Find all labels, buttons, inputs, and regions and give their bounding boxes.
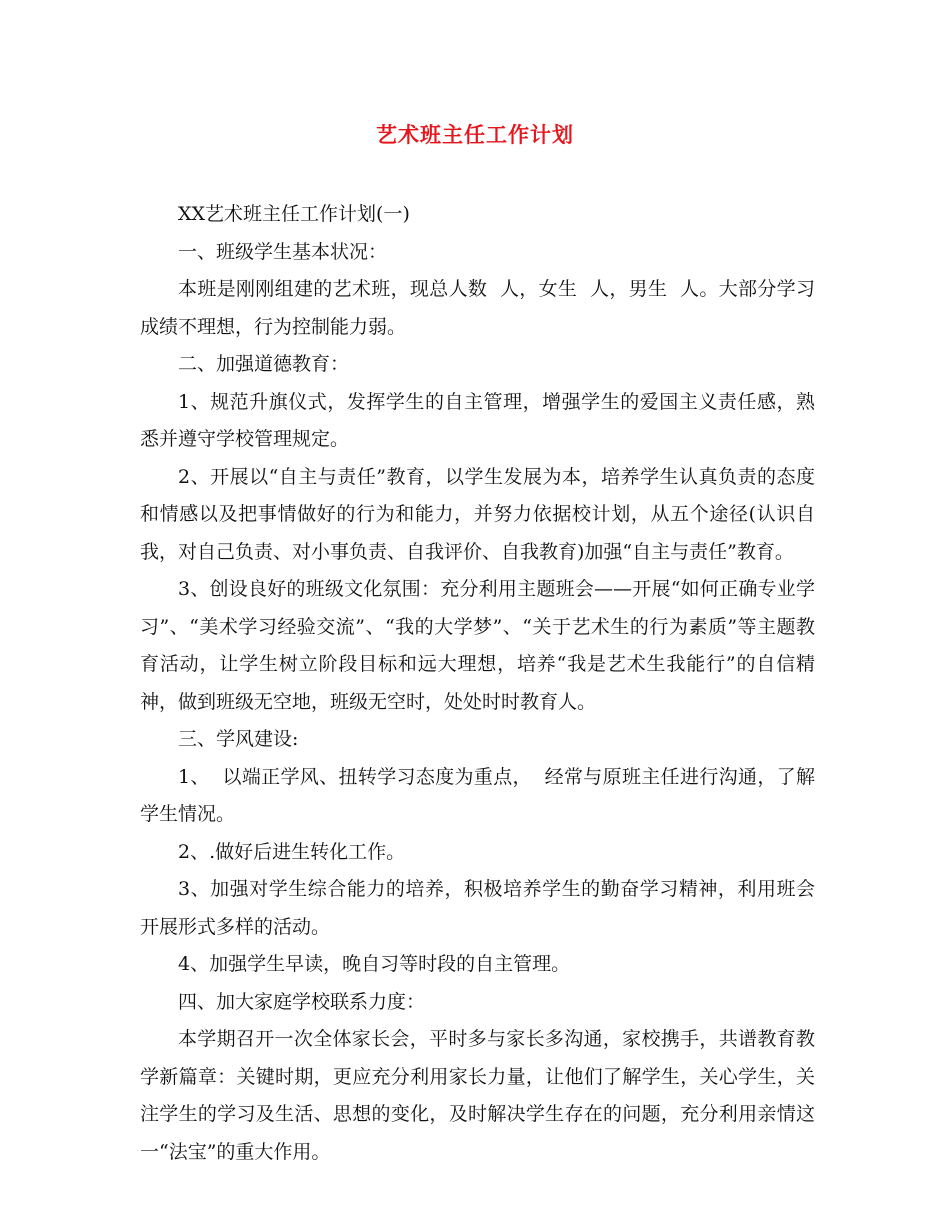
paragraph: 1、 以端正学风、扭转学习态度为重点， 经常与原班主任进行沟通，了解学生情况。 <box>140 765 815 825</box>
section-heading-3: 三、学风建设: <box>178 728 299 750</box>
document-title: 艺术班主任工作计划 <box>376 122 574 147</box>
paragraph: 4、加强学生早读，晚自习等时段的自主管理。 <box>178 953 571 975</box>
document-body <box>140 196 815 1171</box>
section-heading-1: 一、班级学生基本状况： <box>178 240 388 263</box>
paragraph: 2、.做好后进生转化工作。 <box>178 840 406 863</box>
paragraph: 本班是刚刚组建的艺术班，现总人数 人，女生 人，男生 人。大部分学习成绩不理想，行为控制能力弱。 <box>140 278 815 338</box>
paragraph: 本学期召开一次全体家长会，平时多与家长多沟通，家校携手，共谱教育教学新篇章：关键时期，更应充分利用家长力量，让他们了解学生，关心学生，关注学生的学习及生活、思想的变化，及时解决学生存在的问题，充分利用亲情这一“法宝”的重大作用。 <box>140 1028 815 1163</box>
paragraph: 3、创设良好的班级文化氛围：充分利用主题班会——开展“如何正确专业学习”、“美术学习经验交流”、“我的大学梦”、“关于艺术生的行为素质”等主题教育活动，让学生树立阶段目标和远大理想，培养“我是艺术生我能行”的自信精神，做到班级无空地，班级无空时，处处时时教育人。 <box>140 578 815 713</box>
document-subtitle: XX艺术班主任工作计划(一) <box>178 203 410 225</box>
paragraph: 1、规范升旗仪式，发挥学生的自主管理，增强学生的爱国主义责任感，熟悉并遵守学校管理规定。 <box>140 390 815 450</box>
section-heading-4: 四、加大家庭学校联系力度： <box>178 990 426 1013</box>
section-heading-2: 二、加强道德教育： <box>178 353 350 375</box>
paragraph: 2、开展以“自主与责任”教育，以学生发展为本，培养学生认真负责的态度和情感以及把事情做好的行为和能力，并努力依据校计划，从五个途径(认识自我，对自己负责、对小事负责、自我评价、自我教育)加强“自主与责任”教育。 <box>140 465 815 563</box>
paragraph: 3、加强对学生综合能力的培养，积极培养学生的勤奋学习精神，利用班会开展形式多样的活动。 <box>140 878 815 938</box>
